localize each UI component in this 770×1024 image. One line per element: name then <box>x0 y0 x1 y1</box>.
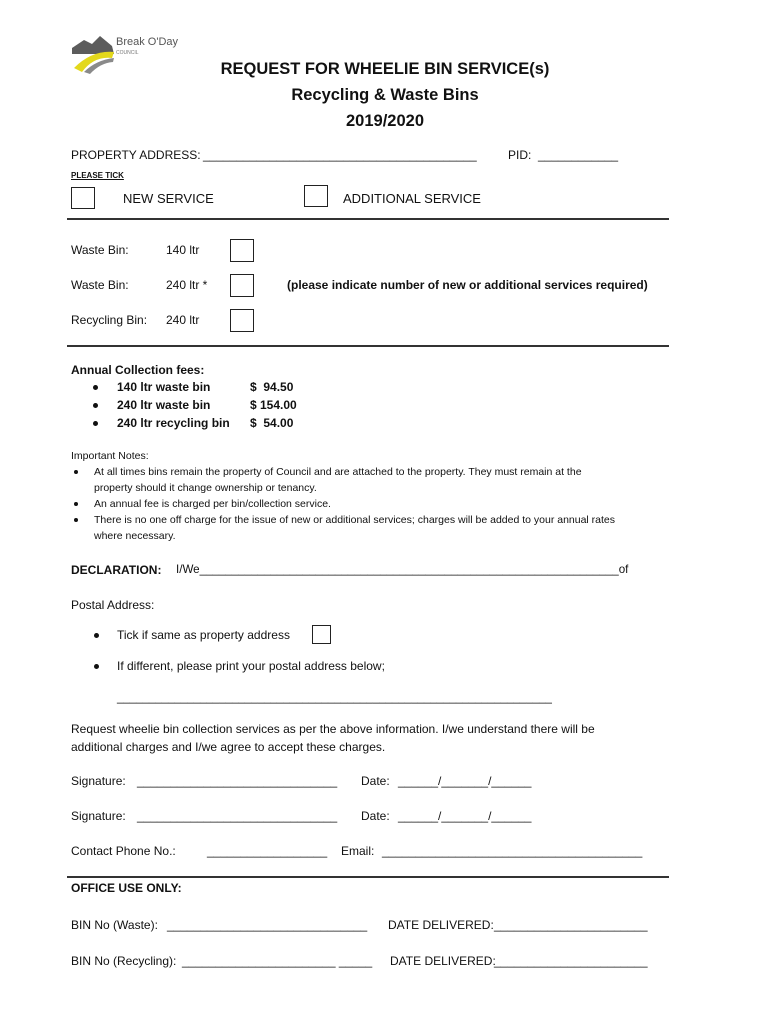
note-line: property should it change ownership or tenancy. <box>94 482 317 494</box>
property-address-field[interactable]: _________________________________________ <box>203 148 477 162</box>
divider <box>67 345 669 347</box>
note-line: where necessary. <box>94 530 176 542</box>
postal-address-label: Postal Address: <box>71 598 155 612</box>
new-service-checkbox[interactable] <box>71 187 95 209</box>
please-tick-label: PLEASE TICK <box>71 171 124 180</box>
date-delivered-label: DATE DELIVERED: <box>388 918 494 932</box>
bin-no-waste-label: BIN No (Waste): <box>71 918 158 932</box>
if-different-label: If different, please print your postal address below; <box>117 659 385 673</box>
date-field[interactable]: ______/_______/______ <box>398 774 532 788</box>
divider <box>67 218 669 220</box>
form-title: REQUEST FOR WHEELIE BIN SERVICE(s) <box>220 60 550 78</box>
bullet <box>94 664 99 669</box>
bullet <box>93 421 98 426</box>
bin-140-waste-qty-box[interactable] <box>230 239 254 262</box>
bullet <box>94 633 99 638</box>
bullet <box>74 502 78 506</box>
form-year: 2019/2020 <box>346 112 424 130</box>
contact-phone-label: Contact Phone No.: <box>71 844 176 858</box>
fees-heading: Annual Collection fees: <box>71 363 205 377</box>
date-delivered-label: DATE DELIVERED: <box>390 954 496 968</box>
note-line: At all times bins remain the property of Council and are attached to the property. They must remain at the <box>94 466 582 478</box>
bullet <box>74 470 78 474</box>
postal-address-field[interactable]: ____________________________________________________________________ <box>117 692 552 704</box>
declaration-label: DECLARATION: <box>71 563 162 577</box>
additional-service-checkbox[interactable] <box>304 185 328 207</box>
bin-label: Waste Bin: <box>71 243 129 257</box>
declaration-name-field[interactable]: I/We_________________________________________________________________of <box>176 563 629 576</box>
date-delivered-field[interactable]: _______________________ <box>494 954 648 968</box>
form-subtitle: Recycling & Waste Bins <box>291 86 479 104</box>
fee-item-price: $ 54.00 <box>250 416 294 430</box>
signature-label: Signature: <box>71 809 126 823</box>
fee-item-price: $ 94.50 <box>250 380 294 394</box>
date-delivered-field[interactable]: _______________________ <box>494 918 648 932</box>
logo-sub: COUNCIL <box>116 50 139 56</box>
bin-label: Recycling Bin: <box>71 313 148 327</box>
bin-label: Waste Bin: <box>71 278 129 292</box>
property-address-label: PROPERTY ADDRESS: <box>71 148 201 162</box>
pid-field[interactable]: ____________ <box>538 148 619 162</box>
bullet <box>93 403 98 408</box>
office-use-heading: OFFICE USE ONLY: <box>71 881 182 895</box>
notes-heading: Important Notes: <box>71 450 149 462</box>
bin-no-recycling-field[interactable]: _______________________ _____ <box>182 954 373 968</box>
tick-same-label: Tick if same as property address <box>117 628 290 642</box>
bin-no-waste-field[interactable]: ______________________________ <box>167 918 368 932</box>
divider <box>67 876 669 878</box>
bin-size: 140 ltr <box>166 243 200 257</box>
bin-240-recycling-qty-box[interactable] <box>230 309 254 332</box>
request-text: Request wheelie bin collection services as per the above information. I/we understand there will be <box>71 722 595 736</box>
logo-name: Break O'Day <box>116 36 179 48</box>
bullet <box>93 385 98 390</box>
fee-item-name: 240 ltr recycling bin <box>117 416 230 430</box>
signature-label: Signature: <box>71 774 126 788</box>
note-line: An annual fee is charged per bin/collection service. <box>94 498 331 510</box>
pid-label: PID: <box>508 148 532 162</box>
bin-size: 240 ltr * <box>166 278 208 292</box>
additional-service-label: ADDITIONAL SERVICE <box>343 191 481 206</box>
fee-item-price: $ 154.00 <box>250 398 297 412</box>
bullet <box>74 518 78 522</box>
note-line: There is no one off charge for the issue of new or additional services; charges will be added to your annual rates <box>94 514 616 526</box>
date-label: Date: <box>361 774 390 788</box>
bin-no-recycling-label: BIN No (Recycling): <box>71 954 177 968</box>
signature-field[interactable]: ______________________________ <box>137 774 338 788</box>
date-field[interactable]: ______/_______/______ <box>398 809 532 823</box>
new-service-label: NEW SERVICE <box>123 191 214 206</box>
bin-240-waste-qty-box[interactable] <box>230 274 254 297</box>
contact-phone-field[interactable]: __________________ <box>207 844 328 858</box>
fee-item-name: 140 ltr waste bin <box>117 380 211 394</box>
same-address-checkbox[interactable] <box>312 625 331 644</box>
fee-item-name: 240 ltr waste bin <box>117 398 211 412</box>
bins-note: (please indicate number of new or additional services required) <box>287 278 648 292</box>
bin-size: 240 ltr <box>166 313 200 327</box>
request-text: additional charges and I/we agree to accept these charges. <box>71 740 386 754</box>
signature-field[interactable]: ______________________________ <box>137 809 338 823</box>
email-field[interactable]: _______________________________________ <box>382 844 643 858</box>
date-label: Date: <box>361 809 390 823</box>
email-label: Email: <box>341 844 375 858</box>
